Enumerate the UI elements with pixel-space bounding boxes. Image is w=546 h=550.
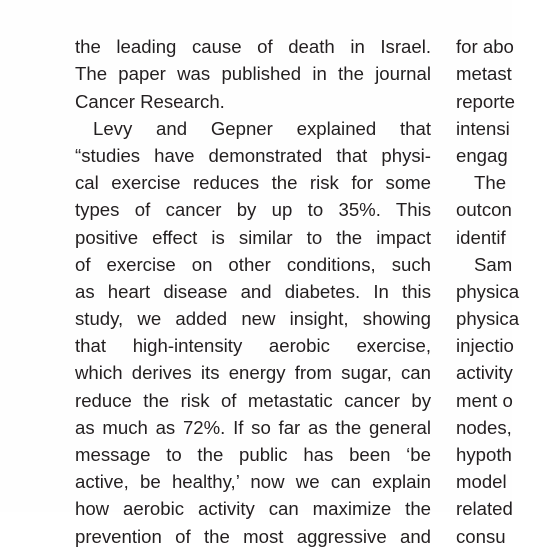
text-line: that high-intensity aerobic exercise, xyxy=(75,335,431,357)
text-line: “studies have demonstrated that physi- xyxy=(75,144,431,166)
text-line: how aerobic activity can maximize the xyxy=(75,498,431,520)
right-text-column xyxy=(456,6,546,550)
text-line: prevention of the most aggressive and xyxy=(75,525,431,547)
text-line: reduce the risk of metastatic cancer by xyxy=(75,389,431,411)
text-line: outcon xyxy=(456,199,512,221)
text-line: study, we added new insight, showing xyxy=(75,308,431,330)
text-line: reporte xyxy=(456,90,515,112)
text-line: positive effect is similar to the impact xyxy=(75,226,431,248)
text-line: activity xyxy=(456,362,513,384)
paragraph-start-line: Levy and Gepner explained that xyxy=(93,117,431,139)
text-line: as much as 72%. If so far as the general xyxy=(75,416,431,438)
text-line xyxy=(75,6,431,33)
text-line: model xyxy=(456,471,507,493)
text-line: identif xyxy=(456,226,506,248)
text-line: consu xyxy=(456,525,506,547)
text-line: metast xyxy=(456,63,512,85)
paragraph-start-line: Sam xyxy=(474,253,513,275)
text-line: related xyxy=(456,498,513,520)
text-line: hypoth xyxy=(456,444,512,465)
text-line: physica xyxy=(456,280,520,302)
text-line: Cancer Research. xyxy=(75,90,225,112)
left-text-column xyxy=(75,6,431,550)
text-line: The paper was published in the journal xyxy=(75,63,431,85)
text-line: intensi xyxy=(456,117,510,139)
text-line: nodes, xyxy=(456,416,512,438)
text-line: active, be healthy,’ now we can explain xyxy=(75,471,431,493)
text-line: injectio xyxy=(456,335,514,357)
text-line: of exercise on other conditions, such xyxy=(75,253,431,275)
text-line: message to the public has been ‘be xyxy=(75,444,431,465)
text-line: physica xyxy=(456,308,520,330)
text-line: types of cancer by up to 35%. This xyxy=(75,199,431,221)
text-line: which derives its energy from sugar, can xyxy=(75,362,431,384)
text-line: cal exercise reduces the risk for some xyxy=(75,172,431,194)
text-line: the leading cause of death in Israel. xyxy=(75,36,431,58)
text-line: ment o xyxy=(456,389,513,411)
text-line: as heart disease and diabetes. In this xyxy=(75,280,431,302)
text-line: for abo xyxy=(456,36,514,58)
paragraph-start-line: The xyxy=(474,172,507,194)
text-line xyxy=(456,6,546,33)
text-line: engag xyxy=(456,144,508,166)
